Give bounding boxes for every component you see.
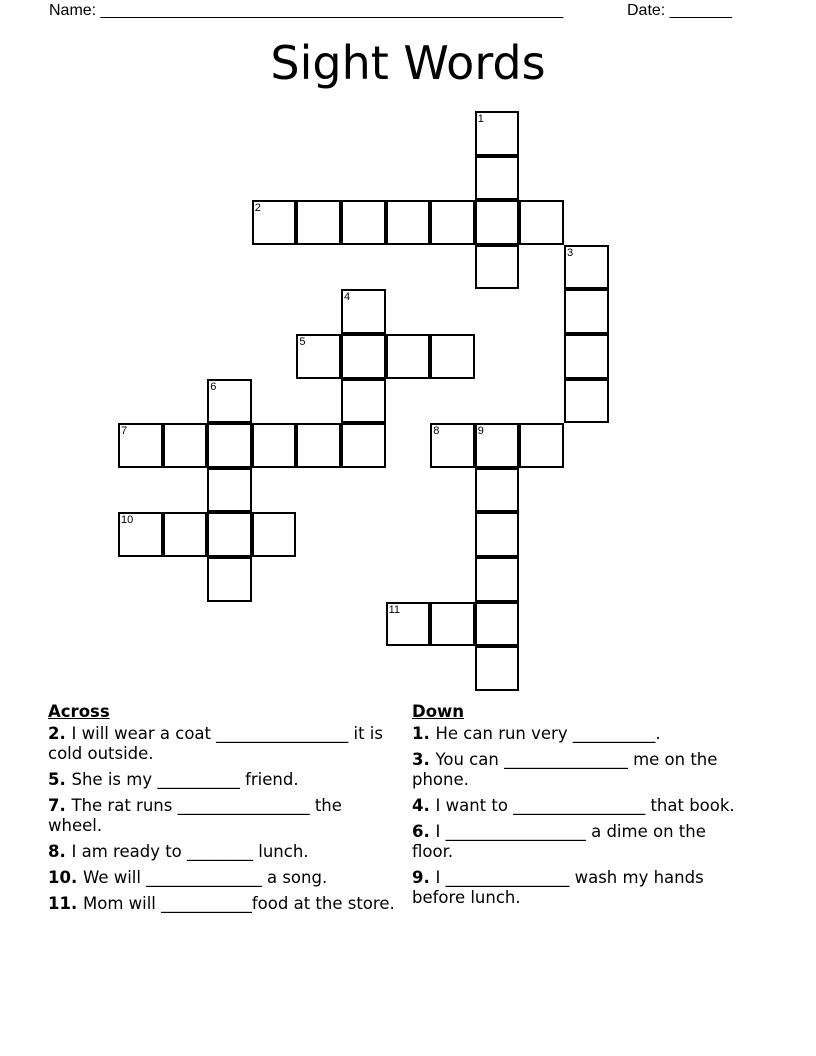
clue-number: 1 (412, 724, 424, 743)
cell-number: 4 (344, 291, 351, 304)
cell-number: 5 (299, 336, 306, 348)
grid-cell[interactable] (475, 423, 520, 468)
clue-number: 4 (412, 796, 424, 815)
grid-cell[interactable] (118, 423, 163, 468)
cell-number: 9 (477, 425, 484, 438)
down-clues (412, 702, 742, 914)
grid-cell[interactable] (296, 334, 341, 379)
grid-cell[interactable] (430, 423, 475, 468)
grid-cell[interactable] (519, 423, 564, 468)
grid-cell[interactable] (475, 156, 520, 201)
clue-down-4: 4. I want to ________________ that book. (412, 796, 735, 815)
clue-text: I want to ________________ that book. (435, 796, 735, 815)
date-field: Date: _______ (627, 2, 732, 19)
grid-cell[interactable] (296, 200, 341, 245)
clue-number: 10 (48, 868, 71, 887)
grid-cell[interactable] (252, 200, 297, 245)
grid-cell[interactable] (341, 423, 386, 468)
grid-cell[interactable] (296, 423, 341, 468)
grid-cell[interactable] (564, 334, 609, 379)
grid-cell[interactable] (386, 602, 431, 647)
grid-cell[interactable] (341, 334, 386, 379)
clue-across-7: 7. The rat runs ________________ the wheel. (48, 796, 342, 835)
grid-cell[interactable] (430, 334, 475, 379)
clue-down-6: 6. I _________________ a dime on the floor. (412, 822, 706, 861)
grid-cell[interactable] (430, 200, 475, 245)
grid-cell[interactable] (252, 512, 297, 557)
cell-number: 2 (254, 202, 261, 215)
grid-cell[interactable] (118, 512, 163, 557)
clue-across-8: 8. I am ready to ________ lunch. (48, 842, 309, 861)
clue-text: I will wear a coat ________________ it is cold outside. (48, 724, 383, 763)
clue-down-1: 1. He can run very __________. (412, 724, 661, 743)
grid-cell[interactable] (475, 512, 520, 557)
grid-cell[interactable] (341, 379, 386, 424)
grid-cell[interactable] (475, 111, 520, 156)
grid-cell[interactable] (163, 423, 208, 468)
clue-down-9: 9. I _______________ wash my hands before lunch. (412, 868, 704, 907)
grid-cell[interactable] (207, 423, 252, 468)
grid-cell[interactable] (207, 468, 252, 513)
clue-text: The rat runs ________________ the wheel. (48, 796, 342, 835)
grid-cell[interactable] (163, 512, 208, 557)
grid-cell[interactable] (252, 423, 297, 468)
clue-across-5: 5. She is my __________ friend. (48, 770, 299, 789)
grid-cell[interactable] (207, 512, 252, 557)
clue-number: 3 (412, 750, 424, 769)
grid-cell[interactable] (475, 602, 520, 647)
clue-text: I _________________ a dime on the floor. (412, 822, 706, 861)
clue-text: Mom will ___________food at the store. (82, 894, 395, 913)
across-clues (48, 702, 398, 920)
clue-number: 2 (48, 724, 60, 743)
clue-text: We will ______________ a song. (82, 868, 328, 887)
grid-cell[interactable] (475, 200, 520, 245)
clue-text: I am ready to ________ lunch. (71, 842, 309, 861)
cell-number: 7 (121, 425, 128, 438)
clue-text: She is my __________ friend. (71, 770, 299, 789)
clue-across-11: 11. Mom will ___________food at the store. (48, 894, 395, 913)
grid-cell[interactable] (386, 200, 431, 245)
cell-number: 1 (477, 113, 484, 125)
across-heading: Across (48, 702, 110, 721)
grid-cell[interactable] (207, 557, 252, 602)
grid-cell[interactable] (475, 468, 520, 513)
grid-cell[interactable] (430, 602, 475, 647)
grid-cell[interactable] (475, 245, 520, 290)
cell-number: 10 (121, 514, 134, 527)
grid-cell[interactable] (207, 379, 252, 424)
cell-number: 3 (567, 246, 574, 259)
grid-cell[interactable] (341, 200, 386, 245)
clue-number: 8 (48, 842, 60, 861)
clue-text: He can run very __________. (435, 724, 661, 743)
grid-cell[interactable] (341, 289, 386, 334)
clue-number: 6 (412, 822, 424, 841)
cell-number: 8 (433, 425, 440, 438)
clue-number: 9 (412, 868, 424, 887)
page-title: Sight Words (270, 36, 546, 90)
grid-cell[interactable] (564, 379, 609, 424)
clue-across-2: 2. I will wear a coat ________________ it is cold outside. (48, 724, 383, 763)
clue-text: You can _______________ me on the phone. (412, 750, 718, 789)
clue-down-3: 3. You can _______________ me on the phone. (412, 750, 718, 789)
clue-text: I _______________ wash my hands before lunch. (412, 868, 704, 907)
grid-cell[interactable] (519, 200, 564, 245)
grid-cell[interactable] (564, 245, 609, 290)
cell-number: 6 (210, 380, 217, 393)
clue-number: 11 (48, 894, 71, 913)
clue-number: 7 (48, 796, 60, 815)
grid-cell[interactable] (386, 334, 431, 379)
cell-number: 11 (388, 603, 401, 616)
clue-across-10: 10. We will ______________ a song. (48, 868, 328, 887)
grid-cell[interactable] (475, 557, 520, 602)
down-heading: Down (412, 702, 465, 721)
grid-cell[interactable] (564, 289, 609, 334)
grid-cell[interactable] (475, 646, 520, 691)
clue-number: 5 (48, 770, 60, 789)
name-field: Name: ____________________________________________________ (49, 2, 564, 19)
